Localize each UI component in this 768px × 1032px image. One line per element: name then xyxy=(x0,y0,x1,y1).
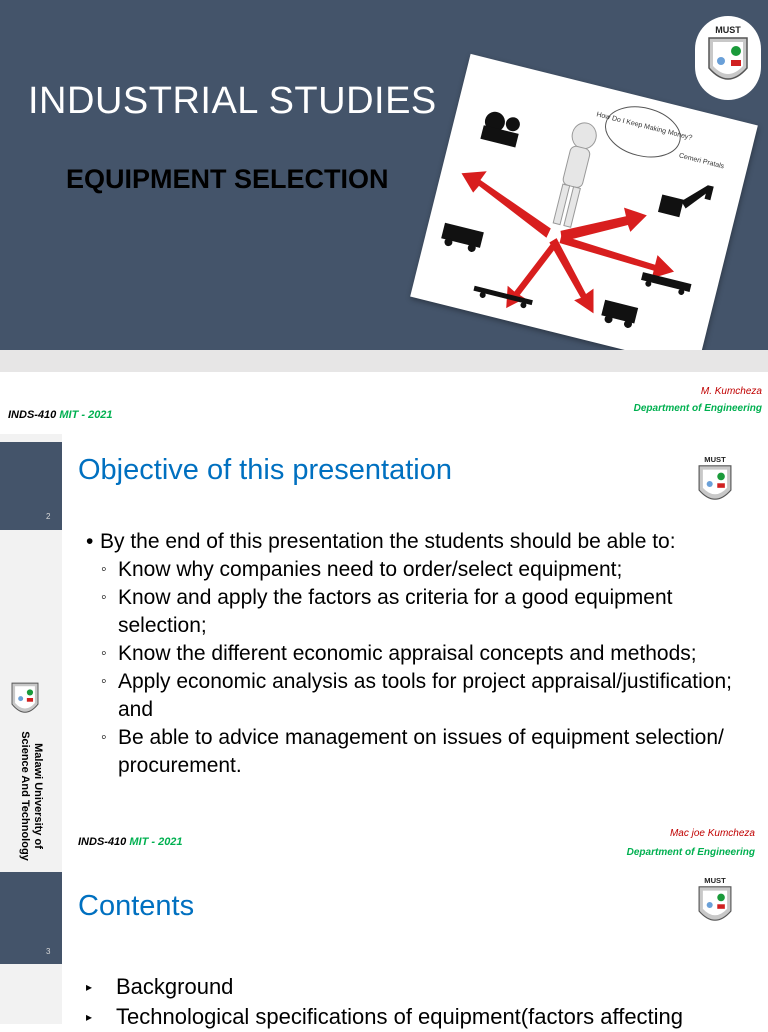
contents-list xyxy=(86,972,756,1032)
university-logo-icon xyxy=(695,16,761,100)
author-name: M. Kumcheza xyxy=(700,386,762,397)
slide-heading: Objective of this presentation xyxy=(78,454,452,486)
list-item: ◦ Know why companies need to order/select equipment; xyxy=(86,556,756,584)
university-name-vertical: Malawi University of Science And Technology xyxy=(19,731,44,861)
speech-bubble-text: How Do I Keep Making Money? xyxy=(595,111,693,142)
course-code: INDS-410 xyxy=(8,409,57,421)
list-item: ◦ Know and apply the factors as criteria for a good equipment selection; xyxy=(86,584,756,640)
slide-number-tab xyxy=(0,442,62,530)
objectives-list xyxy=(86,528,756,780)
university-logo-icon xyxy=(690,868,740,936)
slide-number-tab xyxy=(0,872,62,964)
slide-number: 3 xyxy=(46,947,51,956)
list-item: ▸ Background xyxy=(86,972,756,1002)
slide-separator xyxy=(0,350,768,372)
course-code: INDS-410 xyxy=(78,836,127,848)
presentation-subtitle: EQUIPMENT SELECTION xyxy=(66,164,389,194)
program-year: MIT - 2021 xyxy=(129,836,183,848)
svg-text:MUST: MUST xyxy=(704,876,726,886)
course-footer xyxy=(8,409,113,421)
university-logo-icon xyxy=(2,672,48,724)
list-item: ◦ Apply economic analysis as tools for project appraisal/justification; and xyxy=(86,668,756,724)
photo-caption: Cemeri Pratals xyxy=(678,152,725,171)
title-slide xyxy=(0,0,768,350)
slide-number: 2 xyxy=(46,512,51,521)
list-item: ◦ Know the different economic appraisal concepts and methods; xyxy=(86,640,756,668)
slide-heading: Contents xyxy=(78,890,195,922)
list-item: ◦ Be able to advice management on issues of equipment selection/ procurement. xyxy=(86,724,756,780)
list-item: ▸ Technological specifications of equipment(factors affecting xyxy=(86,1002,756,1032)
program-year: MIT - 2021 xyxy=(59,409,113,421)
department-name: Department of Engineering xyxy=(633,403,762,414)
university-logo-icon xyxy=(690,447,740,515)
must-logo-badge xyxy=(695,16,761,100)
list-item: • By the end of this presentation the students should be able to: xyxy=(86,528,756,556)
svg-text:MUST: MUST xyxy=(704,455,726,465)
author-name: Mac joe Kumcheza xyxy=(669,828,755,839)
svg-text:MUST: MUST xyxy=(715,25,741,35)
course-footer xyxy=(78,836,183,848)
presentation-title: INDUSTRIAL STUDIES xyxy=(28,80,437,122)
department-name: Department of Engineering xyxy=(626,847,755,858)
